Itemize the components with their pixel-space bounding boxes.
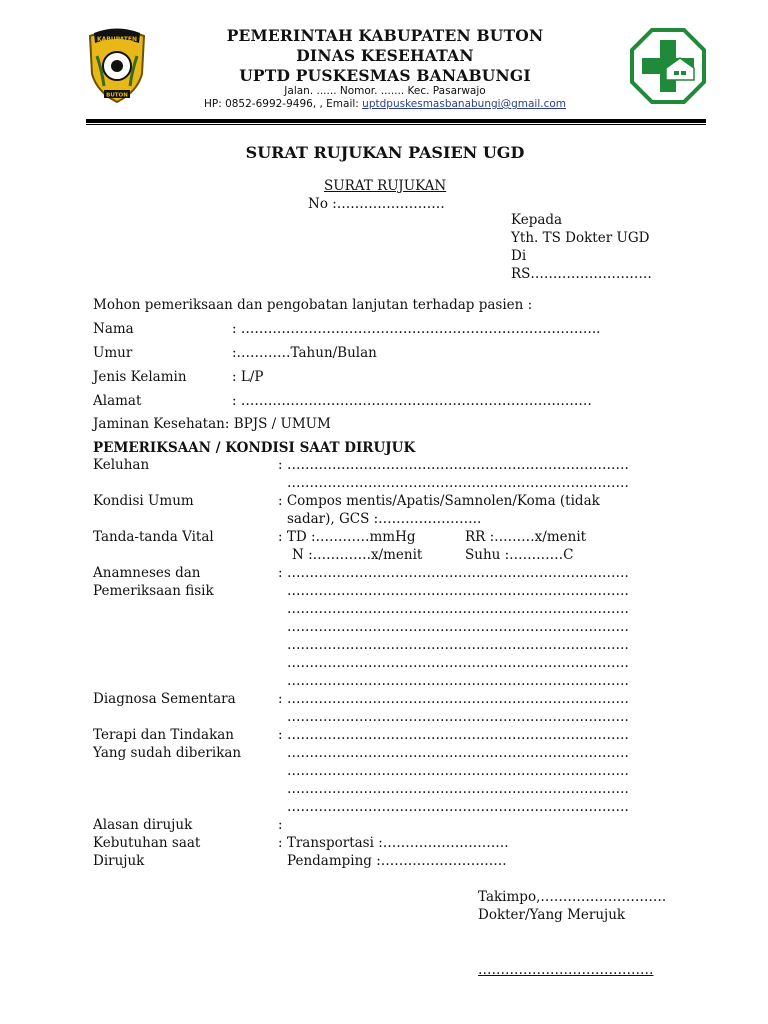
alasan-label: Alasan dirujuk	[93, 817, 193, 833]
terapi-line-2: ………………………………………………………………….	[287, 745, 629, 761]
recipient-yth: Yth. TS Dokter UGD	[511, 230, 650, 246]
keluhan-line-1: ………………………………………………………………….	[287, 457, 629, 473]
keluhan-label: Keluhan	[93, 457, 150, 473]
terapi-line-4: ………………………………………………………………….	[287, 781, 629, 797]
ttv-td: : TD :…………mmHg	[278, 529, 416, 545]
anamnesis-label-2: Pemeriksaan fisik	[93, 583, 214, 599]
pendamping-value: Pendamping :……………………….	[287, 853, 507, 869]
anamnesis-line-7: ………………………………………………………………….	[287, 673, 629, 689]
letter-subtitle: SURAT RUJUKAN	[324, 178, 447, 194]
intro-text: Mohon pemeriksaan dan pengobatan lanjutan terhadap pasien :	[93, 297, 533, 313]
recipient-rs: RS………………………	[511, 266, 652, 282]
emblem-text-top: KABUPATEN	[97, 36, 137, 43]
anamnesis-line-3: ………………………………………………………………….	[287, 601, 629, 617]
anamnesis-colon: :	[278, 565, 283, 581]
terapi-line-1: ………………………………………………………………….	[287, 727, 629, 743]
header-contact	[150, 98, 620, 110]
diagnosa-colon: :	[278, 691, 283, 707]
terapi-line-3: ………………………………………………………………….	[287, 763, 629, 779]
anamnesis-line-1: ………………………………………………………………….	[287, 565, 629, 581]
header-address: Jalan. ...... Nomor. ....... Kec. Pasarwajo	[284, 85, 486, 97]
anamnesis-line-4: ………………………………………………………………….	[287, 619, 629, 635]
jaminan-kesehatan: Jaminan Kesehatan: BPJS / UMUM	[93, 416, 331, 432]
diagnosa-line-2: ………………………………………………………………….	[287, 709, 629, 725]
header-divider-thin	[86, 124, 706, 125]
header-department: DINAS KESEHATAN	[296, 46, 474, 65]
alasan-value: :	[278, 817, 283, 833]
header-government: PEMERINTAH KABUPATEN BUTON	[226, 26, 544, 45]
kebutuhan-label-1: Kebutuhan saat	[93, 835, 201, 851]
nama-value: : ……………………………………………………………………..	[232, 321, 601, 337]
terapi-label-2: Yang sudah diberikan	[93, 745, 242, 761]
jenis-kelamin-value: : L/P	[232, 369, 264, 385]
header-contact-prefix: HP: 0852-6992-9496, , Email:	[203, 98, 363, 110]
header-puskesmas: UPTD PUSKESMAS BANABUNGI	[239, 66, 531, 85]
keluhan-line-2: ………………………………………………………………….	[287, 475, 629, 491]
kondisi-value-1: : Compos mentis/Apatis/Samnolen/Koma (tidak	[278, 493, 600, 509]
signature-place-date: Takimpo,……………………….	[478, 889, 667, 905]
recipient-to: Kepada	[511, 212, 563, 228]
anamnesis-line-6: ………………………………………………………………….	[287, 655, 629, 671]
puskesmas-logo	[630, 28, 706, 104]
signature-role: Dokter/Yang Merujuk	[478, 907, 626, 923]
regency-emblem-logo	[82, 26, 152, 104]
transportasi-value: : Transportasi :……………………….	[278, 835, 509, 851]
ttv-suhu: Suhu :…………C	[465, 547, 574, 563]
signature-line: …………………………………	[478, 962, 654, 978]
diagnosa-label: Diagnosa Sementara	[93, 691, 236, 707]
section-heading: PEMERIKSAAN / KONDISI SAAT DIRUJUK	[93, 440, 416, 456]
keluhan-colon: :	[278, 457, 283, 473]
header-divider-thick	[86, 119, 706, 123]
anamnesis-line-5: ………………………………………………………………….	[287, 637, 629, 653]
letter-number: No :……………………	[308, 196, 445, 212]
alamat-label: Alamat	[93, 393, 142, 409]
umur-value: :…………Tahun/Bulan	[232, 345, 377, 361]
ttv-label: Tanda-tanda Vital	[93, 529, 214, 545]
terapi-label-1: Terapi dan Tindakan	[93, 727, 235, 743]
nama-label: Nama	[93, 321, 134, 337]
recipient-di: Di	[511, 248, 527, 264]
terapi-line-5: ………………………………………………………………….	[287, 799, 629, 815]
terapi-colon: :	[278, 727, 283, 743]
header-email-link[interactable]: uptdpuskesmasbanabungi@gmail.com	[362, 98, 567, 110]
kondisi-value-2: sadar), GCS :…………………..	[287, 511, 482, 527]
diagnosa-line-1: ………………………………………………………………….	[287, 691, 629, 707]
alamat-value: : ……………………………………………………………………	[232, 393, 592, 409]
anamnesis-label-1: Anamneses dan	[93, 565, 201, 581]
emblem-text-bottom: BUTON	[106, 92, 128, 99]
kebutuhan-label-2: Dirujuk	[93, 853, 145, 869]
letter-title: SURAT RUJUKAN PASIEN UGD	[245, 143, 525, 162]
anamnesis-line-2: ………………………………………………………………….	[287, 583, 629, 599]
jenis-kelamin-label: Jenis Kelamin	[93, 369, 187, 385]
ttv-rr: RR :………x/menit	[465, 529, 587, 545]
kondisi-label: Kondisi Umum	[93, 493, 194, 509]
umur-label: Umur	[93, 345, 133, 361]
ttv-nadi: N :………….x/menit	[292, 547, 423, 563]
